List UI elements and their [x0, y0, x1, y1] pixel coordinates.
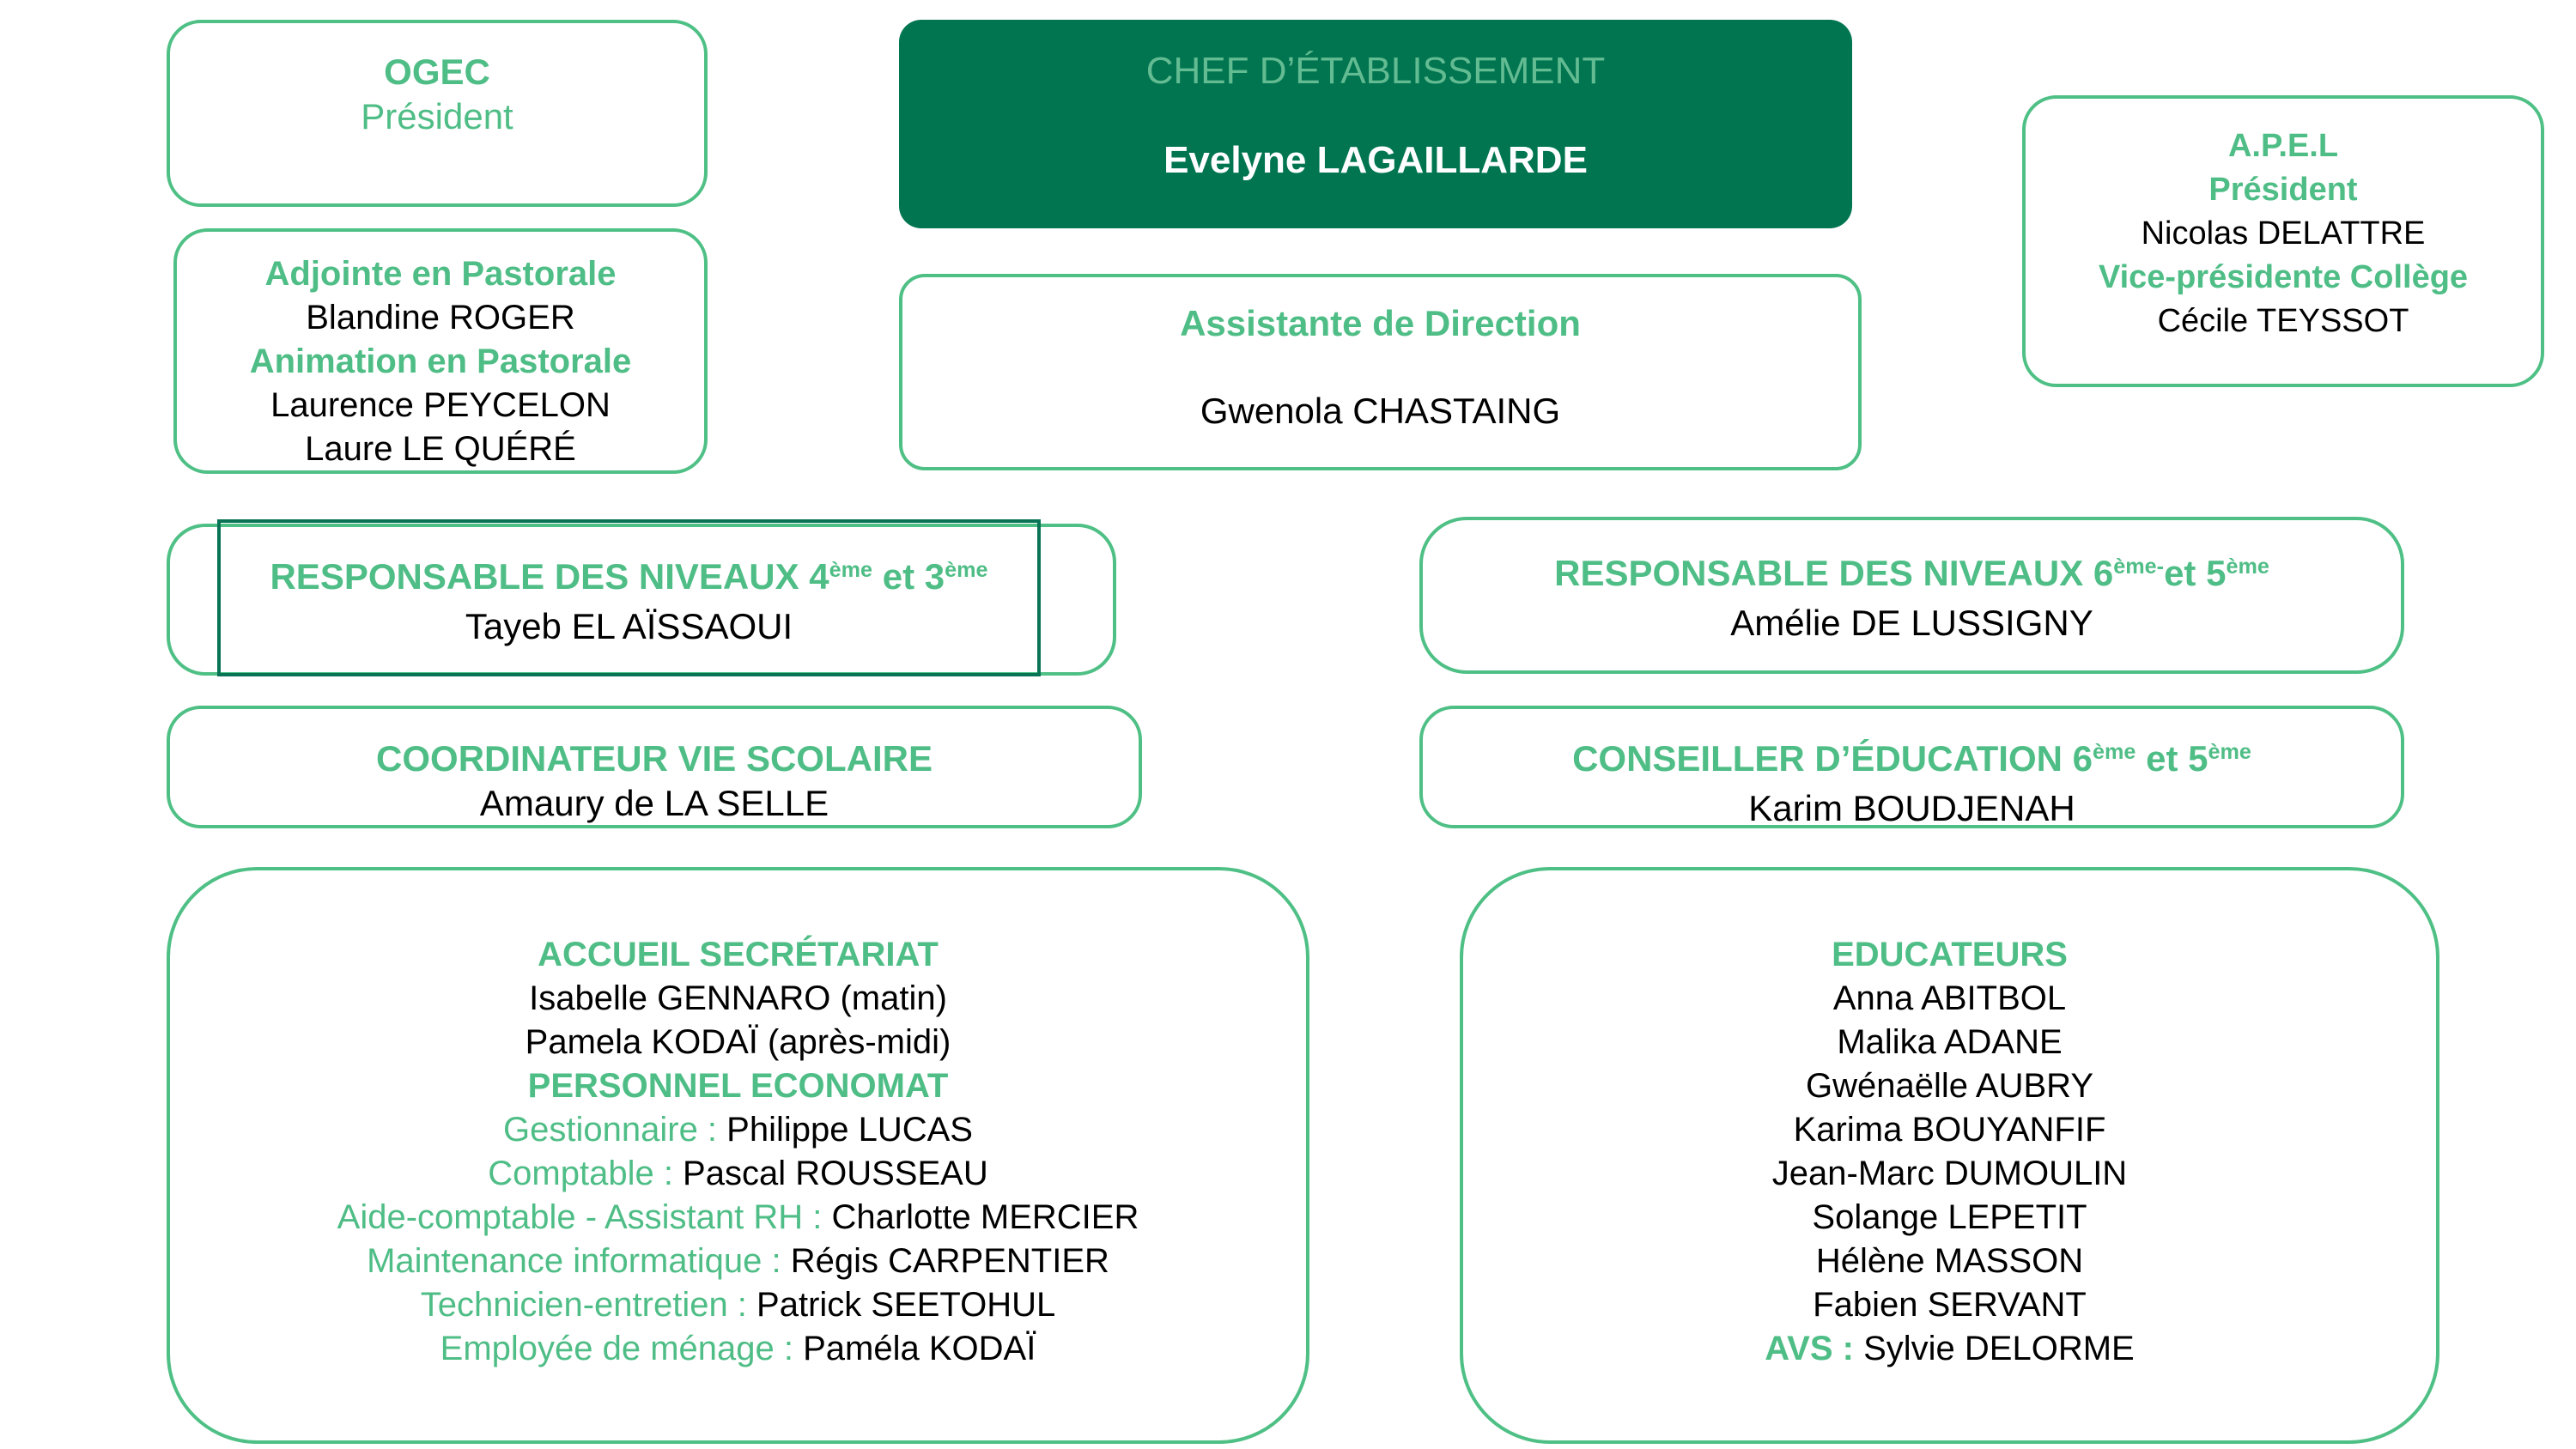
- box-assistante-text: [902, 301, 1858, 433]
- box-educateurs-text: [1463, 933, 2436, 1371]
- text-segment: Régis CARPENTIER: [790, 1242, 1109, 1280]
- text-segment: ème: [2208, 740, 2251, 765]
- box-ogec-text: [170, 50, 704, 139]
- box-chef-text: [899, 49, 1852, 183]
- text-line: [170, 737, 1139, 781]
- text-line: [2026, 124, 2541, 168]
- box-responsable-4-3-text: [221, 555, 1037, 649]
- text-segment: Amélie DE LUSSIGNY: [1730, 603, 2093, 643]
- text-segment: Charlotte MERCIER: [831, 1198, 1139, 1236]
- box-conseiller-education: [1419, 706, 2404, 828]
- text-line: [170, 1240, 1306, 1283]
- text-segment: RESPONSABLE DES NIVEAUX 4: [270, 556, 829, 597]
- text-line: [2026, 168, 2541, 212]
- text-segment: OGEC: [384, 52, 490, 92]
- text-segment: RESPONSABLE DES NIVEAUX 6: [1554, 553, 2114, 593]
- text-line: [1463, 1064, 2436, 1108]
- text-line: [177, 252, 704, 296]
- box-responsable-6-5-text: [1423, 551, 2401, 646]
- text-segment: COORDINATEUR VIE SCOLAIRE: [376, 738, 933, 779]
- text-line: [902, 301, 1858, 345]
- text-segment: Hélène MASSON: [1815, 1242, 2084, 1280]
- text-segment: ème: [2093, 740, 2136, 765]
- text-segment: et 5: [2136, 738, 2208, 779]
- text-line: [170, 1021, 1306, 1064]
- text-line: [2026, 256, 2541, 300]
- text-line: [899, 49, 1852, 94]
- text-segment: Karima BOUYANFIF: [1793, 1111, 2106, 1149]
- text-segment: Anna ABITBOL: [1832, 979, 2067, 1017]
- text-line: [177, 340, 704, 384]
- text-line: [1463, 1108, 2436, 1152]
- box-responsable-niveaux-6-5: [1419, 517, 2404, 674]
- text-line: [1463, 1283, 2436, 1327]
- text-line: [170, 781, 1139, 826]
- text-line: [170, 1196, 1306, 1240]
- text-segment: Karim BOUDJENAH: [1748, 788, 2075, 828]
- text-segment: Fabien SERVANT: [1813, 1286, 2087, 1324]
- text-segment: Pascal ROUSSEAU: [683, 1155, 988, 1192]
- text-line: [1423, 737, 2401, 786]
- text-line: [221, 555, 1037, 604]
- text-line: [170, 1283, 1306, 1327]
- text-segment: Vice-présidente Collège: [2098, 259, 2469, 295]
- text-segment: Laurence PEYCELON: [270, 386, 611, 424]
- text-segment: ème: [945, 558, 988, 583]
- text-segment: PERSONNEL ECONOMAT: [527, 1067, 949, 1105]
- text-line: [902, 389, 1858, 433]
- text-segment: EDUCATEURS: [1832, 936, 2068, 973]
- text-line: [170, 50, 704, 94]
- text-line: [1463, 1327, 2436, 1371]
- box-ogec-president: [167, 20, 708, 207]
- text-segment: Président: [2208, 172, 2358, 208]
- text-segment: Paméla KODAÏ: [803, 1330, 1036, 1367]
- box-apel-text: [2026, 124, 2541, 343]
- box-apel: [2022, 95, 2544, 387]
- text-segment: Philippe LUCAS: [726, 1111, 973, 1149]
- box-coordinateur-vie-scolaire: [167, 706, 1142, 828]
- text-line: [221, 604, 1037, 649]
- box-conseiller-text: [1423, 737, 2401, 831]
- box-pastorale-text: [177, 252, 704, 471]
- text-segment: Aide-comptable - Assistant RH :: [337, 1198, 832, 1236]
- text-line: [1423, 601, 2401, 646]
- text-segment: Gestionnaire :: [503, 1111, 727, 1149]
- text-line: [170, 1327, 1306, 1371]
- text-line: [170, 1152, 1306, 1196]
- box-assistante-direction: [899, 274, 1862, 470]
- text-segment: Pamela KODAÏ (après-midi): [525, 1023, 951, 1061]
- text-line: [2026, 212, 2541, 256]
- text-line: [899, 94, 1852, 138]
- text-segment: Technicien-entretien :: [420, 1286, 757, 1324]
- box-coordinateur-text: [170, 737, 1139, 826]
- text-segment: Malika ADANE: [1837, 1023, 2063, 1061]
- box-accueil-text: [170, 933, 1306, 1371]
- text-segment: CHEF D’ÉTABLISSEMENT: [1145, 50, 1606, 92]
- inner-border-rect: [217, 519, 1041, 676]
- text-line: [1463, 1021, 2436, 1064]
- text-segment: Adjointe en Pastorale: [264, 255, 617, 293]
- text-line: [1423, 551, 2401, 601]
- text-segment: Assistante de Direction: [1180, 303, 1581, 343]
- text-line: [1463, 1240, 2436, 1283]
- text-line: [170, 1064, 1306, 1108]
- text-line: [170, 933, 1306, 977]
- text-segment: Employée de ménage :: [440, 1330, 804, 1367]
- text-segment: ème: [829, 558, 873, 583]
- text-segment: Patrick SEETOHUL: [756, 1286, 1056, 1324]
- text-line: [1463, 977, 2436, 1021]
- text-segment: Animation en Pastorale: [249, 343, 632, 380]
- text-segment: Solange LEPETIT: [1812, 1198, 2087, 1236]
- text-line: [899, 138, 1852, 183]
- text-segment: Isabelle GENNARO (matin): [529, 979, 947, 1017]
- box-chef-etablissement: [899, 20, 1852, 228]
- text-line: [170, 1108, 1306, 1152]
- text-segment: et 3: [872, 556, 945, 597]
- text-segment: A.P.E.L: [2227, 128, 2339, 164]
- text-segment: Evelyne LAGAILLARDE: [1163, 139, 1588, 181]
- box-accueil-secretariat-economat: [167, 867, 1309, 1444]
- text-line: [1463, 1152, 2436, 1196]
- text-segment: Tayeb EL AÏSSAOUI: [465, 606, 793, 646]
- text-segment: Gwénaëlle AUBRY: [1806, 1067, 2093, 1105]
- text-line: [1463, 933, 2436, 977]
- box-responsable-niveaux-4-3: [167, 524, 1116, 676]
- text-segment: ème-: [2113, 555, 2165, 579]
- text-segment: AVS :: [1765, 1330, 1864, 1367]
- text-line: [1463, 1196, 2436, 1240]
- box-educateurs: [1460, 867, 2439, 1444]
- text-segment: Jean-Marc DUMOULIN: [1771, 1155, 2128, 1192]
- text-segment: Nicolas DELATTRE: [2141, 215, 2426, 252]
- text-segment: Gwenola CHASTAING: [1200, 391, 1561, 431]
- text-segment: Comptable :: [488, 1155, 683, 1192]
- text-line: [2026, 300, 2541, 343]
- text-segment: ACCUEIL SECRÉTARIAT: [538, 936, 939, 973]
- text-segment: CONSEILLER D’ÉDUCATION 6: [1572, 738, 2093, 779]
- text-segment: ème: [2226, 555, 2269, 579]
- text-segment: et 5: [2164, 553, 2227, 593]
- text-segment: Sylvie DELORME: [1863, 1330, 2135, 1367]
- text-segment: Amaury de LA SELLE: [479, 783, 829, 823]
- text-line: [177, 296, 704, 340]
- box-pastorale: [173, 228, 708, 474]
- text-line: [1423, 786, 2401, 831]
- text-segment: Laure LE QUÉRÉ: [305, 430, 576, 468]
- text-line: [177, 427, 704, 471]
- text-segment: Blandine ROGER: [306, 299, 575, 336]
- text-segment: Président: [361, 96, 513, 136]
- text-segment: Cécile TEYSSOT: [2157, 303, 2409, 339]
- text-line: [902, 345, 1858, 389]
- text-line: [177, 384, 704, 427]
- text-line: [170, 94, 704, 139]
- text-line: [170, 977, 1306, 1021]
- text-segment: Maintenance informatique :: [367, 1242, 791, 1280]
